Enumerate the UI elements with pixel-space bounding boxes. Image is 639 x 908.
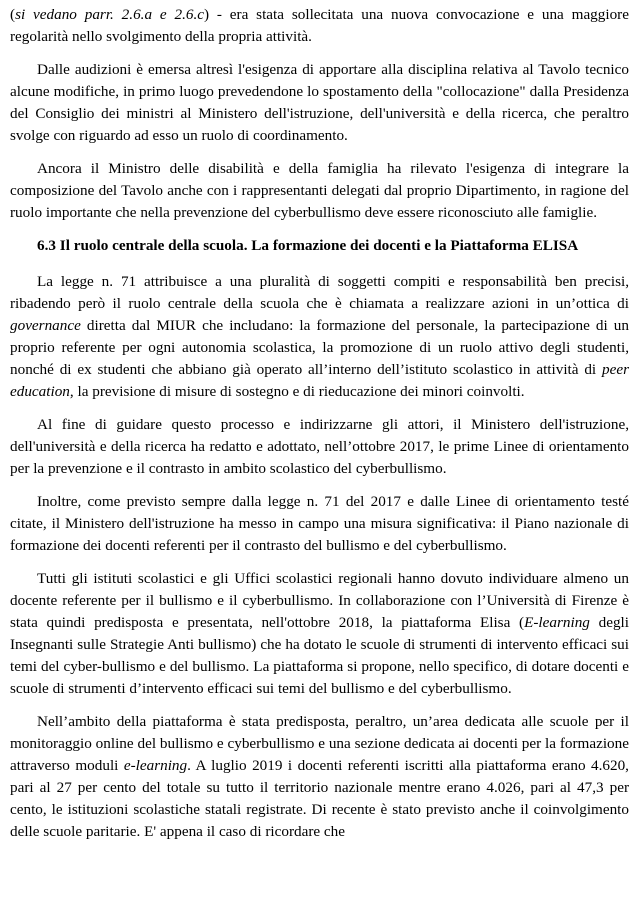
paragraph-2: Dalle audizioni è emersa altresì l'esigenza di apportare alla disciplina relativa al Tavolo tecnico alcune modifiche, in primo luogo prevedendone lo spostamento della "collocazione" dalla Presidenza del Consiglio dei ministri al Ministero dell'istruzione, dell'università e della ricerca, che peraltro svolge con riguardo ad esso un ruolo di coordinamento. [10,61,629,144]
governance-italic: governance [10,317,81,334]
paragraph-8 [10,711,629,843]
open-paren: ( [10,6,16,23]
paragraph-4-text-b: diretta dal MIUR che includano: la formazione del personale, la partecipazione di un proprio referente per ogni autonomia scolastica, la promozione di un ruolo attivo degli studenti, nonché di ex studenti che abbiano già operato all’interno dell’istituto scolastico in attività di [10,317,629,378]
close-paren: ) [204,6,210,23]
paragraph-4 [10,271,629,403]
paragraph-7-text-b: degli Insegnanti sulle Strategie Anti bullismo) che ha dotato le scuole di strumenti di intervento efficaci sui temi del cyber-bullismo e del bullismo. La piattaforma si propone, nello specifico, di dotare docenti e scuole di strumenti d’intervento efficaci sui temi del bullismo e del cyberbullismo. [10,614,629,697]
section-heading: 6.3 Il ruolo centrale della scuola. La formazione dei docenti e la Piattaforma ELISA [37,237,579,254]
paragraph-4-text-c: , la previsione di misure di sostegno e di rieducazione dei minori coinvolti. [69,383,525,400]
paragraph-4-text-a: La legge n. 71 attribuisce a una pluralità di soggetti compiti e responsabilità ben precisi, ribadendo però il ruolo centrale della scuola che è chiamata a realizzare azioni in un’ottica di [10,273,629,312]
paragraph-8-text-a: Nell’ambito della piattaforma è stata predisposta, peraltro, un’area dedicata alle scuole per il monitoraggio online del bullismo e cyberbullismo e una sezione dedicata ai docenti per la formazione attraverso moduli [10,713,629,774]
peer-education-italic: peer education [10,361,629,400]
document-page [10,4,629,854]
paragraph-7-text-a: Tutti gli istituti scolastici e gli Uffici scolastici regionali hanno dovuto individuare almeno un docente referente per il bullismo e il cyberbullismo. In collaborazione con l’Università di Firenze è stata quindi predisposta e presentata, nell'ottobre 2018, la piattaforma Elisa ( [10,570,629,631]
elearning-modules-italic: e-learning [123,757,188,774]
paragraph-8-text-b: . A luglio 2019 i docenti referenti iscritti alla piattaforma erano 4.620, pari al 27 per cento del totale su tutto il territorio nazionale mentre erano 4.026, pari al 47,3 per cento, le istituzioni scolastiche statali registrate. Di recente è stato previsto anche il coinvolgimento delle scuole paritarie. E' appena il caso di ricordare che [10,757,629,840]
paragraph-3: Ancora il Ministro delle disabilità e della famiglia ha rilevato l'esigenza di integrare la composizione del Tavolo anche con i rappresentanti delegati dal proprio Dipartimento, in ragione del ruolo importante che nella prevenzione del cyberbullismo deve essere riconosciuto alle famiglie. [10,160,629,221]
reference-italic: si vedano parr. 2.6.a e 2.6.c [15,6,204,23]
paragraph-7 [10,568,629,700]
paragraph-5: Al fine di guidare questo processo e indirizzarne gli attori, il Ministero dell'istruzione, dell'università e della ricerca ha redatto e adottato, nell’ottobre 2017, le prime Linee di orientamento per la prevenzione e il contrasto in ambito scolastico del cyberbullismo. [10,416,629,477]
paragraph-1 [10,4,629,48]
paragraph-1-text: - era stata sollecitata una nuova convocazione e una maggiore regolarità nello svolgimento della propria attività. [10,6,629,45]
elearning-italic: E-learning [524,614,590,631]
paragraph-6: Inoltre, come previsto sempre dalla legge n. 71 del 2017 e dalle Linee di orientamento testé citate, il Ministero dell'istruzione ha messo in campo una misura significativa: il Piano nazionale di formazione dei docenti referenti per il contrasto del bullismo e del cyberbullismo. [10,493,629,554]
